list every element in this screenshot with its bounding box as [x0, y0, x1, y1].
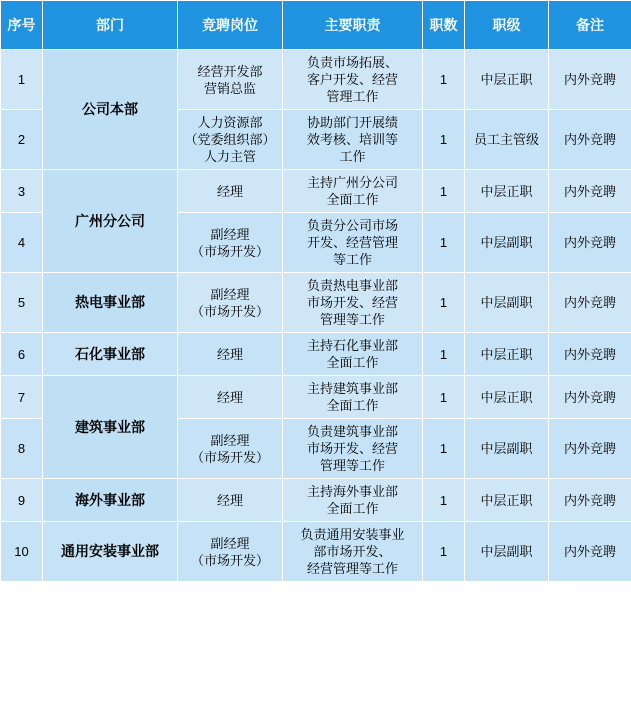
cell-position-line: （市场开发） — [190, 449, 269, 465]
table-body — [1, 50, 631, 582]
cell-count: 1 — [423, 479, 465, 522]
cell-position-line: 经理 — [216, 346, 243, 362]
cell-duties-line: 管理等工作 — [319, 312, 385, 327]
cell-department: 通用安装事业部 — [43, 522, 178, 582]
cell-count: 1 — [423, 333, 465, 376]
cell-count: 1 — [423, 50, 465, 110]
cell-duties-line: 全面工作 — [326, 192, 379, 207]
cell-duties-line: 部市场开发、 — [313, 544, 392, 559]
cell-seq: 9 — [1, 479, 43, 522]
cell-position-line: （市场开发） — [190, 552, 269, 568]
cell-duties — [283, 333, 423, 376]
cell-position-line: （市场开发） — [190, 303, 269, 319]
cell-duties-line: 效考核、培训等 — [306, 132, 398, 147]
cell-seq: 3 — [1, 170, 43, 213]
table-header-row — [1, 1, 631, 50]
cell-department: 建筑事业部 — [43, 376, 178, 479]
cell-rank: 中层正职 — [465, 333, 549, 376]
cell-duties-line: 主持石化事业部 — [306, 338, 398, 353]
cell-remark: 内外竞聘 — [549, 522, 631, 582]
cell-seq: 2 — [1, 110, 43, 170]
cell-seq: 1 — [1, 50, 43, 110]
cell-duties-line: 管理等工作 — [319, 458, 385, 473]
cell-position — [178, 419, 283, 479]
cell-duties — [283, 50, 423, 110]
cell-duties-line: 等工作 — [332, 252, 372, 267]
cell-department: 石化事业部 — [43, 333, 178, 376]
cell-position-line: 经理 — [216, 183, 243, 199]
cell-position-line: 人力资源部 — [197, 115, 263, 130]
cell-duties-line: 市场开发、经营 — [306, 295, 398, 310]
table-row — [1, 50, 631, 110]
cell-duties-line: 工作 — [339, 149, 366, 164]
cell-position-line: 经理 — [216, 389, 243, 405]
column-header-remark: 备注 — [549, 1, 631, 50]
cell-duties-line: 管理工作 — [326, 89, 379, 104]
cell-count: 1 — [423, 419, 465, 479]
table-row — [1, 273, 631, 333]
cell-duties-line: 客户开发、经营 — [306, 72, 398, 87]
cell-duties-line: 负责分公司市场 — [306, 218, 398, 233]
cell-rank: 员工主管级 — [465, 110, 549, 170]
column-header-count: 职数 — [423, 1, 465, 50]
cell-department: 广州分公司 — [43, 170, 178, 273]
cell-duties — [283, 110, 423, 170]
cell-position-line: （市场开发） — [190, 243, 269, 259]
cell-seq: 5 — [1, 273, 43, 333]
cell-duties-line: 经营管理等工作 — [306, 561, 398, 576]
cell-duties-line: 开发、经营管理 — [306, 235, 398, 250]
cell-department: 公司本部 — [43, 50, 178, 170]
cell-position-line: 营销总监 — [203, 80, 256, 96]
table-row — [1, 376, 631, 419]
table-row — [1, 333, 631, 376]
cell-seq: 6 — [1, 333, 43, 376]
cell-remark: 内外竞聘 — [549, 170, 631, 213]
cell-rank: 中层副职 — [465, 419, 549, 479]
cell-remark: 内外竞聘 — [549, 333, 631, 376]
cell-seq: 10 — [1, 522, 43, 582]
cell-remark: 内外竞聘 — [549, 273, 631, 333]
cell-duties-line: 协助部门开展绩 — [306, 115, 398, 130]
cell-duties-line: 主持海外事业部 — [306, 484, 398, 499]
column-header-position: 竞聘岗位 — [178, 1, 283, 50]
cell-position — [178, 376, 283, 419]
cell-duties-line: 负责通用安装事业 — [300, 527, 405, 542]
cell-position — [178, 213, 283, 273]
cell-duties-line: 负责热电事业部 — [306, 278, 398, 293]
cell-rank: 中层副职 — [465, 213, 549, 273]
cell-position-line: 副经理 — [210, 535, 250, 551]
cell-seq: 8 — [1, 419, 43, 479]
column-header-rank: 职级 — [465, 1, 549, 50]
cell-count: 1 — [423, 522, 465, 582]
cell-duties-line: 主持建筑事业部 — [306, 381, 398, 396]
cell-rank: 中层正职 — [465, 50, 549, 110]
cell-rank: 中层正职 — [465, 376, 549, 419]
cell-duties-line: 负责建筑事业部 — [306, 424, 398, 439]
cell-count: 1 — [423, 110, 465, 170]
column-header-department: 部门 — [43, 1, 178, 50]
cell-rank: 中层副职 — [465, 522, 549, 582]
cell-rank: 中层副职 — [465, 273, 549, 333]
cell-duties — [283, 479, 423, 522]
cell-position-line: 副经理 — [210, 432, 250, 448]
cell-remark: 内外竞聘 — [549, 376, 631, 419]
cell-department: 海外事业部 — [43, 479, 178, 522]
cell-duties — [283, 419, 423, 479]
cell-duties — [283, 376, 423, 419]
table-row — [1, 170, 631, 213]
cell-remark: 内外竞聘 — [549, 213, 631, 273]
cell-seq: 4 — [1, 213, 43, 273]
cell-department: 热电事业部 — [43, 273, 178, 333]
cell-duties-line: 负责市场拓展、 — [306, 55, 398, 70]
cell-duties-line: 全面工作 — [326, 355, 379, 370]
cell-duties — [283, 273, 423, 333]
cell-position-line: （党委组织部） — [184, 132, 276, 147]
cell-position — [178, 522, 283, 582]
cell-position-line: 副经理 — [210, 226, 250, 242]
cell-count: 1 — [423, 170, 465, 213]
cell-remark: 内外竞聘 — [549, 50, 631, 110]
cell-position-line: 经理 — [216, 492, 243, 508]
table-header — [1, 1, 631, 50]
cell-duties-line: 市场开发、经营 — [306, 441, 398, 456]
cell-rank: 中层正职 — [465, 479, 549, 522]
column-header-duties: 主要职责 — [283, 1, 423, 50]
table-row — [1, 479, 631, 522]
cell-position-line: 副经理 — [210, 286, 250, 302]
cell-position — [178, 273, 283, 333]
cell-count: 1 — [423, 213, 465, 273]
cell-duties-line: 全面工作 — [326, 398, 379, 413]
cell-remark: 内外竞聘 — [549, 479, 631, 522]
cell-duties-line: 主持广州分公司 — [306, 175, 398, 190]
cell-position — [178, 50, 283, 110]
cell-remark: 内外竞聘 — [549, 110, 631, 170]
cell-duties-line: 全面工作 — [326, 501, 379, 516]
cell-position-line: 人力主管 — [203, 149, 256, 164]
cell-duties — [283, 170, 423, 213]
column-header-seq: 序号 — [1, 1, 43, 50]
cell-duties — [283, 522, 423, 582]
cell-position — [178, 170, 283, 213]
cell-position — [178, 110, 283, 170]
cell-rank: 中层正职 — [465, 170, 549, 213]
cell-duties — [283, 213, 423, 273]
cell-count: 1 — [423, 273, 465, 333]
cell-remark: 内外竞聘 — [549, 419, 631, 479]
table-row — [1, 522, 631, 582]
cell-position — [178, 333, 283, 376]
cell-position-line: 经营开发部 — [197, 63, 263, 79]
cell-seq: 7 — [1, 376, 43, 419]
cell-count: 1 — [423, 376, 465, 419]
cell-position — [178, 479, 283, 522]
